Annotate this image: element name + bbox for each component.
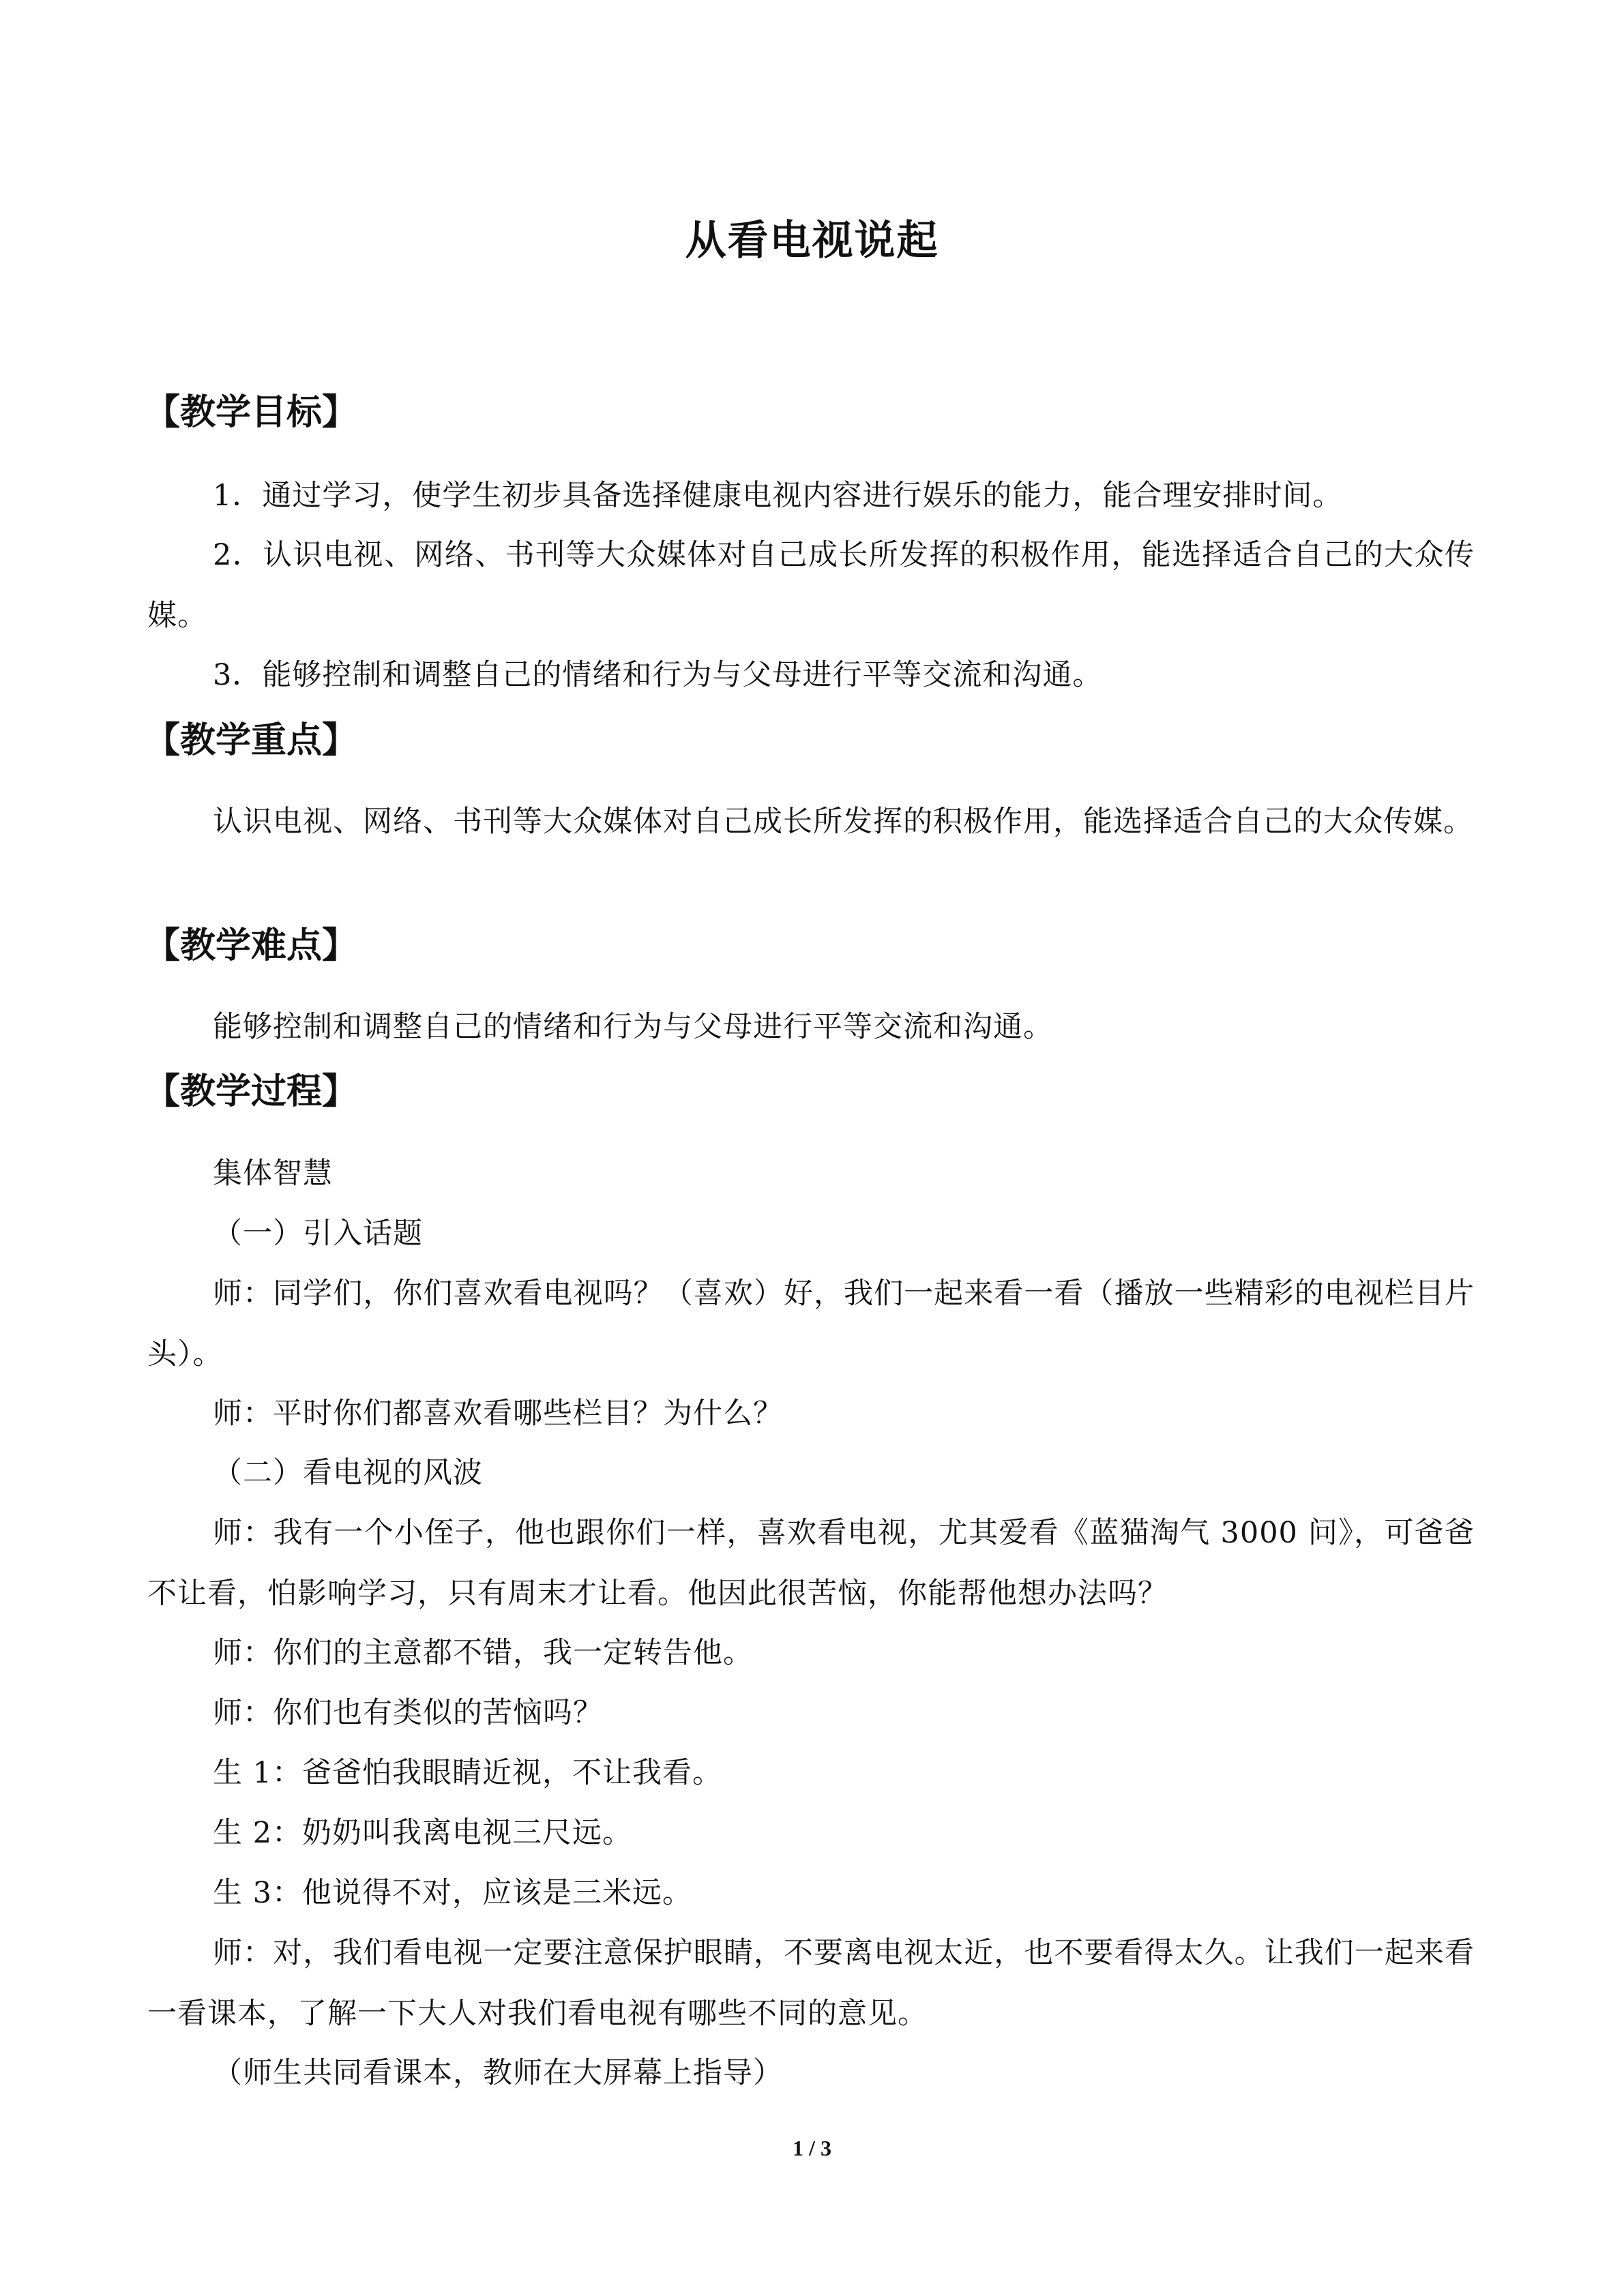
objective-item: 3．能够控制和调整自己的情绪和行为与父母进行平等交流和沟通。 <box>213 658 1103 692</box>
process-paragraph: 师：我有一个小侄子，他也跟你们一样，喜欢看电视，尤其爱看《蓝猫淘气 3000 问》，可爸爸不让看，怕影响学习，只有周末才让看。他因此很苦恼，你能帮他想办法吗？ <box>147 1516 1475 1611</box>
page-indicator: 1 / 3 <box>793 2136 831 2160</box>
process-paragraph: 生 1：爸爸怕我眼睛近视，不让我看。 <box>213 1756 723 1790</box>
document-title: 从看电视说起 <box>685 217 939 265</box>
process-paragraph: 生 2：奶奶叫我离电视三尺远。 <box>213 1816 633 1850</box>
process-paragraph: 师：你们的主意都不错，我一定转告他。 <box>213 1636 753 1670</box>
process-paragraph: （二）看电视的风波 <box>213 1456 483 1490</box>
process-paragraph: 师：对，我们看电视一定要注意保护眼睛，不要离电视太近，也不要看得太久。让我们一起来看一看课本，了解一下大人对我们看电视有哪些不同的意见。 <box>147 1936 1475 2031</box>
process-paragraph: 集体智慧 <box>213 1157 333 1191</box>
section-heading-objectives: 【教学目标】 <box>145 392 358 433</box>
process-paragraph: 师：你们也有类似的苦恼吗？ <box>213 1696 603 1730</box>
section-heading-process: 【教学过程】 <box>145 1071 358 1112</box>
section-heading-difficulties: 【教学难点】 <box>145 925 358 966</box>
process-paragraph: 师：平时你们都喜欢看哪些栏目？为什么？ <box>213 1397 783 1431</box>
difficulties-text: 能够控制和调整自己的情绪和行为与父母进行平等交流和沟通。 <box>213 1010 1053 1044</box>
process-paragraph: 师：同学们，你们喜欢看电视吗？（喜欢）好，我们一起来看一看（播放一些精彩的电视栏目片头）。 <box>147 1277 1475 1371</box>
key-points-text: 认识电视、网络、书刊等大众媒体对自己成长所发挥的积极作用，能选择适合自己的大众传媒。 <box>213 805 1473 839</box>
section-heading-key-points: 【教学重点】 <box>145 720 358 761</box>
objective-item: 2．认识电视、网络、书刊等大众媒体对自己成长所发挥的积极作用，能选择适合自己的大众传媒。 <box>147 538 1475 633</box>
objective-item: 1．通过学习，使学生初步具备选择健康电视内容进行娱乐的能力，能合理安排时间。 <box>213 479 1343 513</box>
process-paragraph: （一）引入话题 <box>213 1217 423 1251</box>
process-paragraph: 生 3：他说得不对，应该是三米远。 <box>213 1876 693 1910</box>
process-paragraph: （师生共同看课本，教师在大屏幕上指导） <box>213 2056 783 2090</box>
